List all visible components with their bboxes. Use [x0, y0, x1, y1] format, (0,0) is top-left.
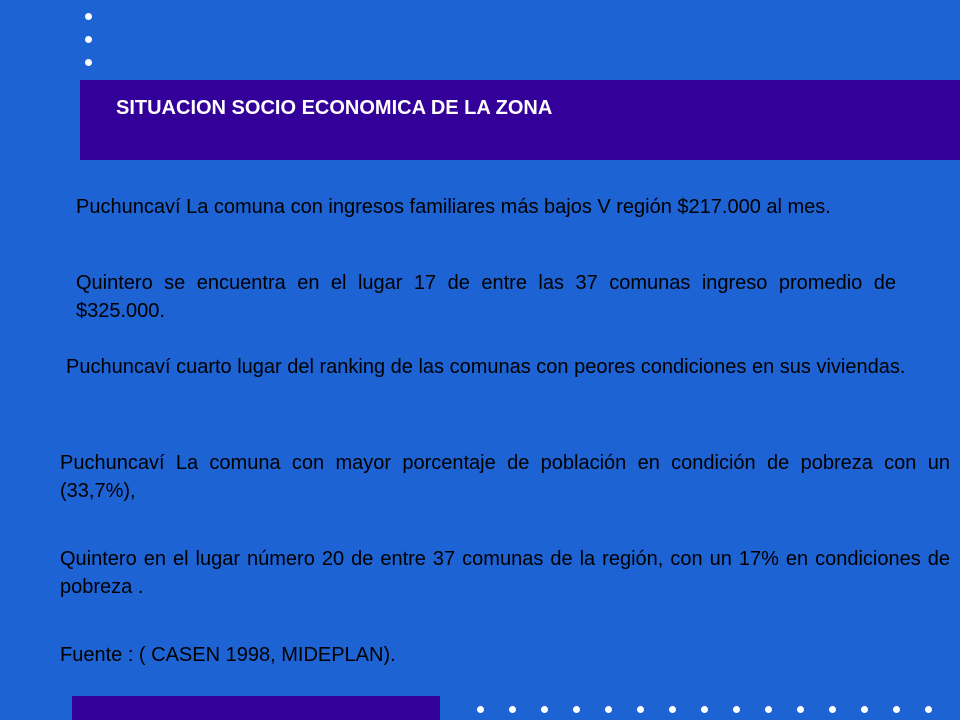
slide-title: SITUACION SOCIO ECONOMICA DE LA ZONA — [116, 97, 553, 119]
decoration-dot — [605, 706, 612, 713]
bottom-band — [72, 696, 440, 720]
decoration-dot — [637, 706, 644, 713]
paragraph-quintero-pobreza — [60, 545, 950, 601]
paragraph-text: Quintero se encuentra en el lugar 17 de entre las 37 comunas ingreso promedio de $325.000. — [76, 272, 896, 322]
decoration-dot — [669, 706, 676, 713]
paragraph-puchuncavi-viviendas — [66, 353, 906, 381]
paragraph-text: Quintero en el lugar número 20 de entre 37 comunas de la región, con un 17% en condiciones de pobreza . — [60, 548, 950, 598]
paragraph-text: Fuente : ( CASEN 1998, MIDEPLAN). — [60, 644, 396, 666]
paragraph-text: Puchuncaví La comuna con mayor porcentaje de población en condición de pobreza con un (33,7%), — [60, 452, 950, 502]
paragraph-fuente — [60, 641, 950, 669]
paragraph-puchuncavi-pobreza — [60, 449, 950, 505]
decoration-dot — [85, 13, 92, 20]
title-band — [80, 80, 960, 160]
decoration-dot — [509, 706, 516, 713]
decoration-dot — [797, 706, 804, 713]
decoration-dot — [765, 706, 772, 713]
paragraph-quintero-ingresos — [76, 269, 896, 325]
decoration-dot — [861, 706, 868, 713]
decoration-dot — [925, 706, 932, 713]
paragraph-text: Puchuncaví cuarto lugar del ranking de las comunas con peores condiciones en sus viviendas. — [66, 356, 906, 378]
decoration-dot — [701, 706, 708, 713]
decoration-dot — [829, 706, 836, 713]
decoration-dot — [477, 706, 484, 713]
paragraph-puchuncavi-ingresos — [76, 193, 896, 221]
decoration-dot — [573, 706, 580, 713]
decoration-dot — [541, 706, 548, 713]
decoration-dot — [893, 706, 900, 713]
decoration-dot — [85, 36, 92, 43]
decoration-dot — [85, 59, 92, 66]
paragraph-text: Puchuncaví La comuna con ingresos familiares más bajos V región $217.000 al mes. — [76, 196, 831, 218]
decoration-dot — [733, 706, 740, 713]
